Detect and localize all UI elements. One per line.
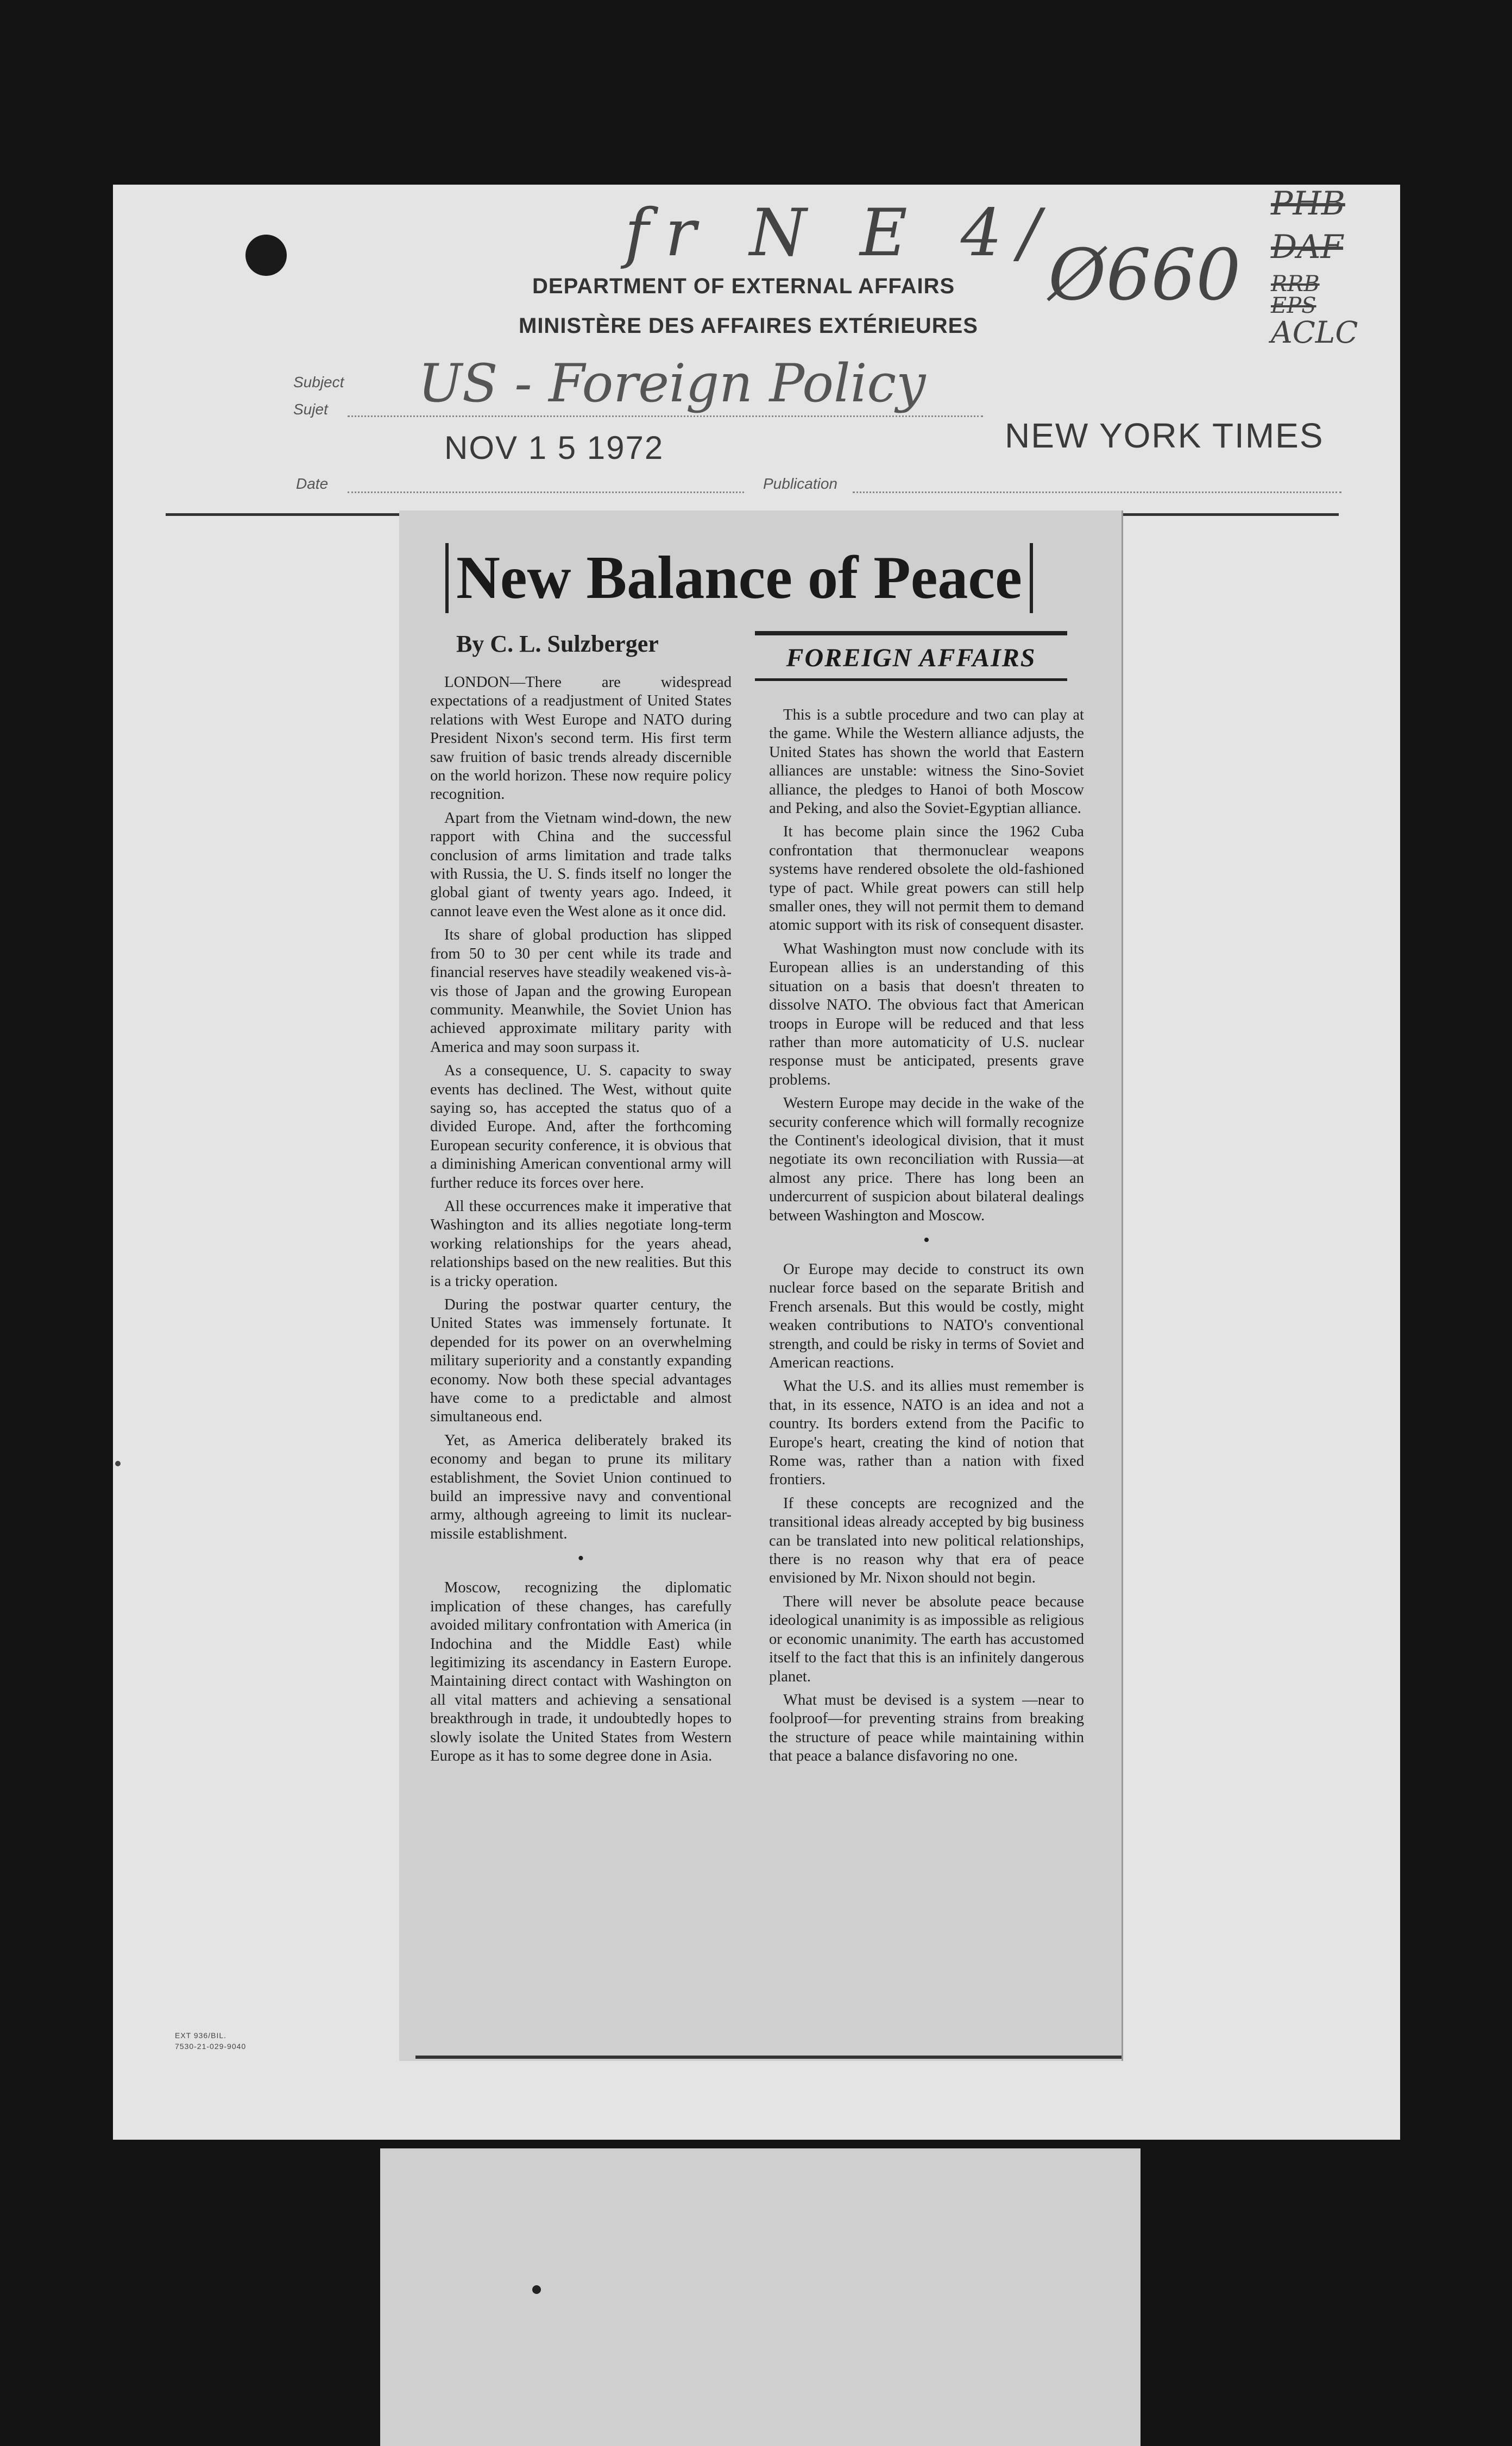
article-headline: New Balance of Peace <box>445 543 1033 613</box>
handwritten-initials-5: ACLC <box>1271 315 1358 350</box>
section-bullet: • <box>923 1230 930 1250</box>
form-code-line: 7530-21-029-9040 <box>175 2042 247 2051</box>
article-paragraph: Or Europe may decide to construct its own nuclear force based on the separate British and French arsenals. But this would be costly, might weaken contributions to NATO's conventional strength, and could be risky in terms of Soviet and American reactions. <box>769 1260 1084 1371</box>
date-dotted-line <box>348 491 744 493</box>
article-left-column <box>430 673 732 1770</box>
date-stamp: NOV 1 5 1972 <box>444 430 664 466</box>
subject-label: Subject <box>293 374 344 390</box>
article-paragraph: Western Europe may decide in the wake of the security conference which will formally recognize the Continent's ideological division, that it must negotiate its own reconciliation with Russia—at almost any price. There has long been an undercurrent of suspicion about bilateral dealings between Washington and Moscow. <box>769 1095 1084 1224</box>
handwritten-initials-2: DAF <box>1271 228 1344 266</box>
article-paragraph: Apart from the Vietnam wind-down, the new rapport with China and the successful conclusion of arms limitation and trade talks with Russia, the U. S. finds itself no longer the global giant of twenty years ago. Indeed, it cannot leave even the West alone as it once did. <box>430 809 732 920</box>
form-code-line: EXT 936/BIL. <box>175 2031 227 2040</box>
article-paragraph: LONDON—There are widespread expectations of a readjustment of United States relations with West Europe and NATO during President Nixon's second term. His first term saw fruition of basic trends already discernible on the world horizon. These now require policy recognition. <box>430 674 732 803</box>
article-right-column <box>769 706 1084 1771</box>
subject-value: US - Foreign Policy <box>418 353 926 414</box>
handwritten-top-annotation: fr N E 4/ <box>625 196 1057 271</box>
article-paragraph: What the U.S. and its allies must remember is that, in its essence, NATO is an idea and not a country. Its borders extend from the Pacific to Europe's heart, creating the kind of notion that Rome was, rather than a nation with fixed frontiers. <box>769 1378 1084 1489</box>
article-paragraph: What must be devised is a system —near to foolproof—for preventing strains from breaking the structure of peace while maintaining within that peace a balance disfavoring no one. <box>769 1691 1084 1765</box>
publication-name: NEW YORK TIMES <box>1005 416 1324 455</box>
publication-dotted-line <box>853 491 1341 493</box>
department-name-english: DEPARTMENT OF EXTERNAL AFFAIRS <box>532 274 955 298</box>
handwritten-initials-4: EPS <box>1271 293 1316 318</box>
article-paragraph: Its share of global production has slipped from 50 to 30 per cent while its trade and financial reserves have steadily weakened vis-à-vis those of Japan and the growing European community. Meanwhile, the Soviet Union has achieved approximate military parity with America and may soon surpass it. <box>430 926 732 1056</box>
subject-dotted-line <box>348 415 983 417</box>
article-paragraph: There will never be absolute peace because ideological unanimity is as impossible as religious or economic unanimity. The earth has accustomed itself to the fact that this is an infinitely dangerous planet. <box>769 1593 1084 1685</box>
clipping-bottom-rule <box>415 2056 1122 2059</box>
date-label: Date <box>296 475 329 492</box>
handwritten-file-number: Ø660 <box>1048 234 1241 316</box>
envelope-speck <box>532 2285 541 2294</box>
article-paragraph: This is a subtle procedure and two can play at the game. While the Western alliance adjusts, the United States has shown the world that Eastern alliances are unstable: witness the Sino-Soviet alliance, the pledges to Hanoi of both Moscow and Peking, and also the Soviet-Egyptian alliance. <box>769 707 1084 817</box>
section-bullet: • <box>577 1548 584 1569</box>
article-paragraph: As a consequence, U. S. capacity to sway events has declined. The West, without quite saying so, has accepted the status quo of a divided Europe. And, after the forthcoming European security conference, it is obvious that a diminishing American conventional army will further reduce its forces over here. <box>430 1062 732 1192</box>
article-paragraph: All these occurrences make it imperative that Washington and its allies negotiate long-term working relationships for the years ahead, relationships based on the new realities. But this is a tricky operation. <box>430 1197 732 1290</box>
scan-speck <box>115 1461 121 1466</box>
article-paragraph: What Washington must now conclude with its European allies is an understanding of this situation on a basis that doesn't threaten to dissolve NATO. The obvious fact that American troops in Europe will be reduced and that less rather than more automaticity of U.S. nuclear response must be anticipated, presents grave problems. <box>769 940 1084 1088</box>
sujet-label: Sujet <box>293 401 328 418</box>
handwritten-initials-3: RRB <box>1271 272 1320 297</box>
department-name-french: MINISTÈRE DES AFFAIRES EXTÉRIEURES <box>519 314 978 338</box>
article-paragraph: During the postwar quarter century, the United States was immensely fortunate. It depended for its power on an overwhelming military superiority and a constantly expanding economy. Now both these special advantages have come to a predictable and almost simultaneous end. <box>430 1296 732 1426</box>
punch-hole <box>245 235 287 276</box>
publication-label: Publication <box>763 475 837 492</box>
handwritten-initials-1: PHB <box>1271 185 1345 223</box>
article-paragraph: Moscow, recognizing the diplomatic implication of these changes, has carefully avoided military confrontation with America (in Indochina and the Middle East) while legitimizing its ascendancy in Eastern Europe. Maintaining direct contact with Washington on all vital matters and achieving a sensational breakthrough in trade, it undoubtedly hopes to slowly isolate the United States from Western Europe as it has to some degree done in Asia. <box>430 1579 732 1764</box>
microfilm-envelope <box>380 2148 1141 2446</box>
form-code <box>175 2030 246 2052</box>
article-byline: By C. L. Sulzberger <box>456 631 659 657</box>
article-paragraph: Yet, as America deliberately braked its economy and began to prune its military establishment, the Soviet Union continued to build an impressive navy and conventional army, although agreeing to limit its nuclear-missile establishment. <box>430 1432 732 1542</box>
article-paragraph: If these concepts are recognized and the transitional ideas already accepted by big business can be translated into new political relationships, there is no reason why that era of peace envisioned by Mr. Nixon should not begin. <box>769 1495 1084 1587</box>
article-paragraph: It has become plain since the 1962 Cuba confrontation that thermonuclear weapons systems have rendered obsolete the old-fashioned type of pact. While great powers can still help smaller ones, they will not permit them to demand atomic support with its risk of consequent disaster. <box>769 823 1084 934</box>
column-kicker: FOREIGN AFFAIRS <box>755 631 1067 681</box>
